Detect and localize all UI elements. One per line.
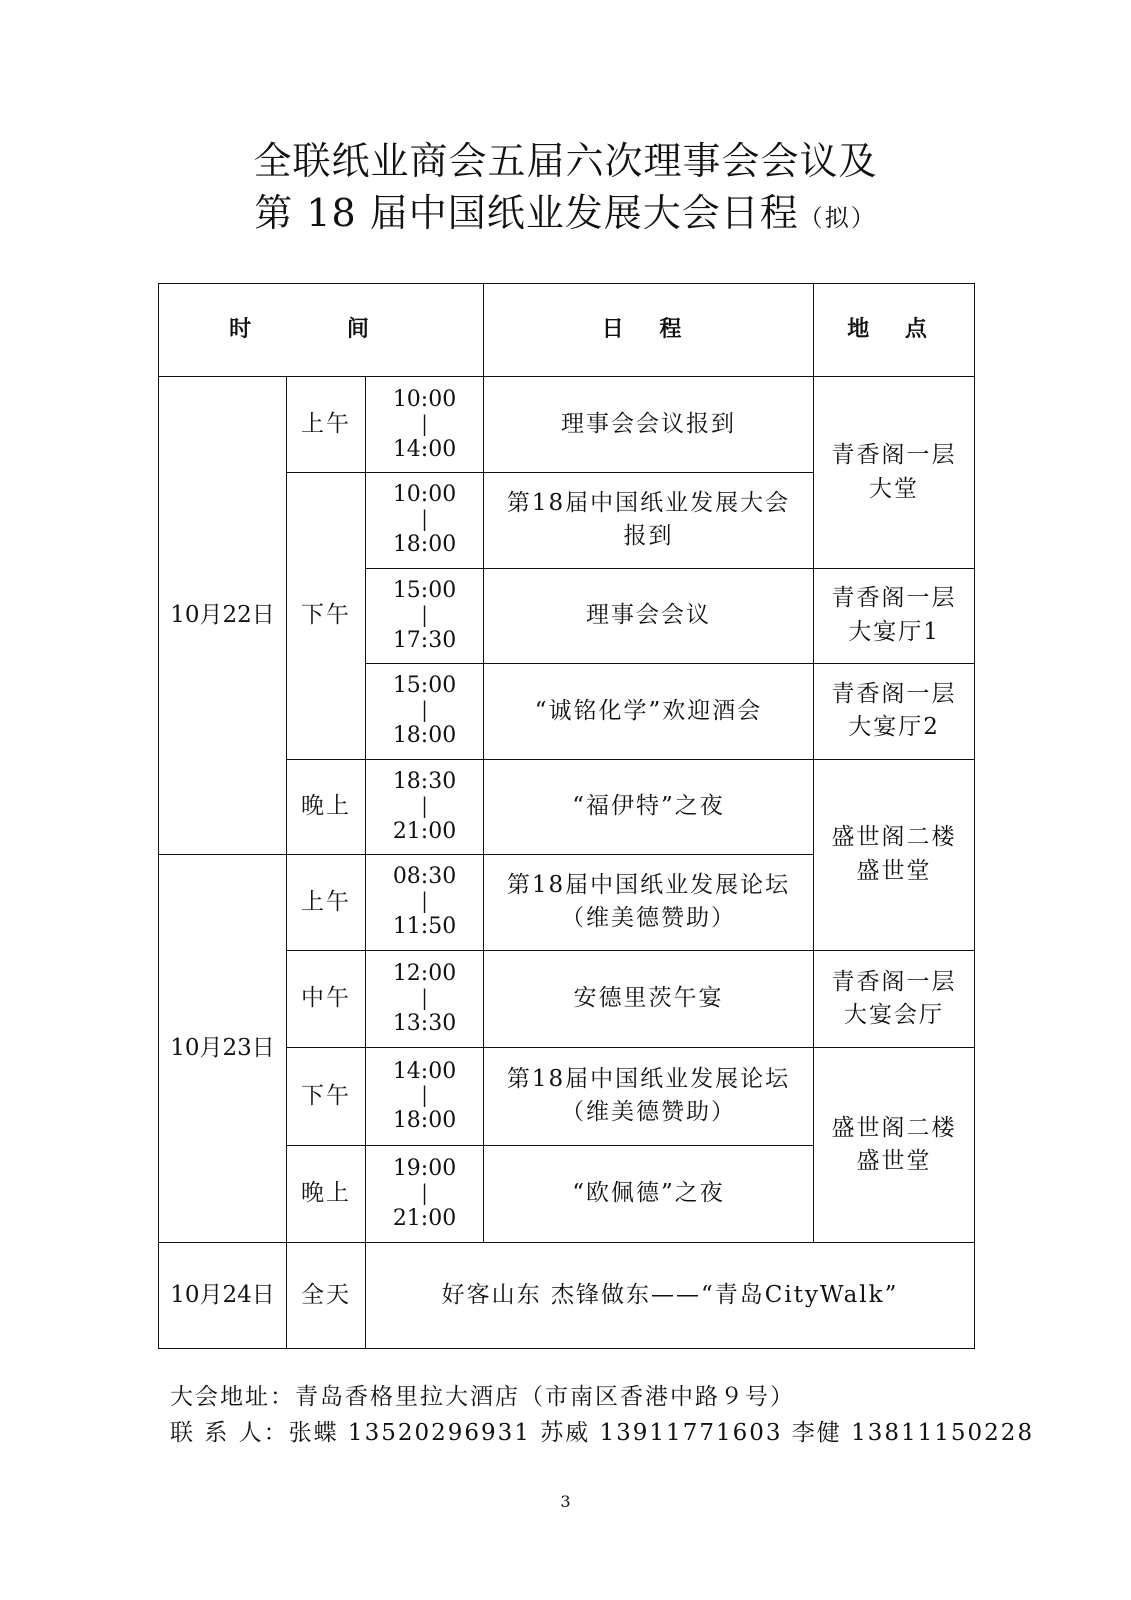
time-range: 19:00 | 21:00 [366,1145,484,1243]
venue-address: 大会地址：青岛香格里拉大酒店（市南区香港中路９号） [170,1384,795,1410]
header-time: 时 间 [159,284,484,377]
period-cell: 全天 [287,1243,366,1349]
period-cell: 下午 [287,473,366,760]
contact-info: 联 系 人：张蝶 13520296931 苏威 13911771603 李健 13811150228 [170,1420,1035,1446]
event-cell: 第18届中国纸业发展论坛 （维美德赞助） [484,1048,814,1146]
event-cell: 第18届中国纸业发展论坛 （维美德赞助） [484,855,814,951]
event-cell: 安德里茨午宴 [484,950,814,1048]
time-range: 10:00 | 14:00 [366,377,484,473]
place-cell: 青香阁一层 大宴厅1 [814,568,975,664]
period-cell: 下午 [287,1048,366,1146]
header-agenda: 日 程 [484,284,814,377]
time-range: 15:00 | 17:30 [366,568,484,664]
schedule-table [158,283,975,1349]
time-range: 18:30 | 21:00 [366,759,484,855]
document-title-line1: 全联纸业商会五届六次理事会会议及 [253,139,878,183]
table-row [159,1243,975,1349]
date-cell: 10月24日 [159,1243,287,1349]
period-cell: 晚上 [287,1145,366,1243]
event-cell: “福伊特”之夜 [484,759,814,855]
place-cell: 青香阁一层 大堂 [814,377,975,568]
period-cell: 上午 [287,377,366,473]
time-range: 14:00 | 18:00 [366,1048,484,1146]
page-number: 3 [560,1492,571,1511]
event-cell: 理事会会议 [484,568,814,664]
title-main: 第 18 届中国纸业发展大会日程 [254,191,799,235]
period-cell: 中午 [287,950,366,1048]
event-cell: “诚铭化学”欢迎酒会 [484,664,814,760]
table-header-row [159,284,975,377]
event-cell: 第18届中国纸业发展大会报到 [484,473,814,569]
header-place: 地 点 [814,284,975,377]
event-cell: “欧佩德”之夜 [484,1145,814,1243]
period-cell: 上午 [287,855,366,951]
place-cell: 盛世阁二楼 盛世堂 [814,1048,975,1243]
event-cell: 理事会会议报到 [484,377,814,473]
date-cell: 10月22日 [159,377,287,855]
place-cell: 青香阁一层 大宴厅2 [814,664,975,760]
place-cell: 青香阁一层 大宴会厅 [814,950,975,1048]
time-range: 08:30 | 11:50 [366,855,484,951]
document-title-line2 [0,191,1131,235]
place-cell: 盛世阁二楼 盛世堂 [814,759,975,950]
time-range: 10:00 | 18:00 [366,473,484,569]
time-range: 15:00 | 18:00 [366,664,484,760]
time-range: 12:00 | 13:30 [366,950,484,1048]
table-row [159,377,975,473]
event-cell: 好客山东 杰锋做东——“青岛CityWalk” [366,1243,975,1349]
title-draft-note: （拟） [798,204,877,232]
date-cell: 10月23日 [159,855,287,1243]
period-cell: 晚上 [287,759,366,855]
